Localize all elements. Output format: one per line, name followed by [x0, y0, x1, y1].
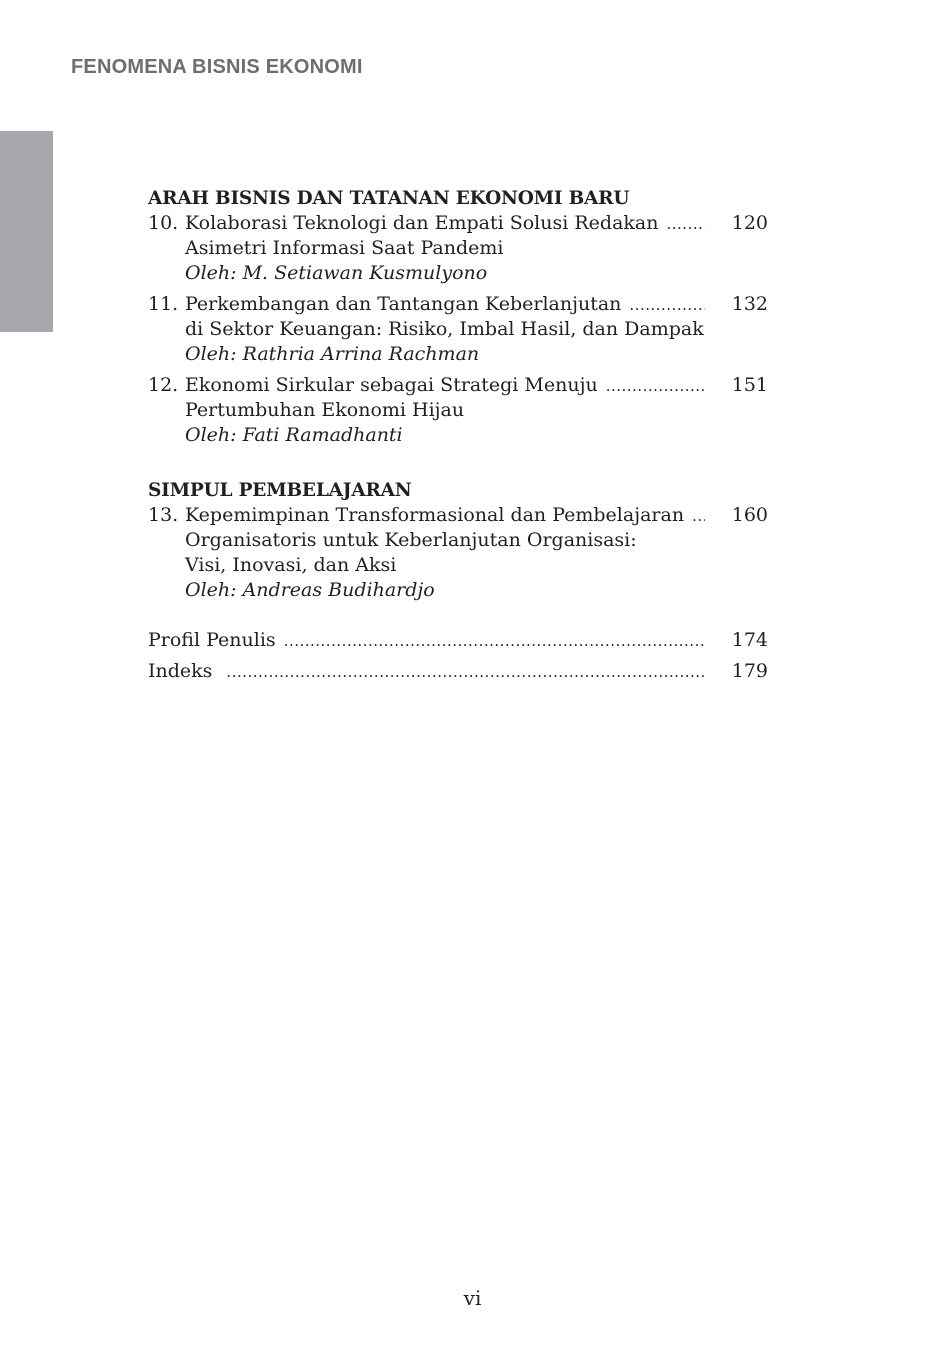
entry-title-line: Asimetri Informasi Saat Pandemi [185, 237, 504, 259]
dot-leader [226, 660, 705, 685]
entry-author: Oleh: Andreas Budihardjo [185, 579, 435, 601]
toc-entry-11[interactable] [148, 292, 768, 367]
entry-title-line: Kolaborasi Teknologi dan Empati Solusi Redakan [185, 212, 659, 234]
table-of-contents [148, 186, 768, 684]
running-head-title: FENOMENA BISNIS EKONOMI [71, 56, 363, 78]
entry-title-line: Ekonomi Sirkular sebagai Strategi Menuju [185, 374, 598, 396]
entry-author: Oleh: M. Setiawan Kusmulyono [185, 262, 488, 284]
entry-page-number: 179 [731, 660, 768, 682]
toc-entry-12[interactable] [148, 373, 768, 448]
entry-author: Oleh: Rathria Arrina Rachman [185, 343, 480, 365]
side-thumb-tab [0, 131, 53, 332]
entry-title-line: Pertumbuhan Ekonomi Hijau [185, 399, 465, 421]
entry-title-line: Kepemimpinan Transformasional dan Pembelajaran [185, 504, 685, 526]
toc-entry-13[interactable] [148, 503, 768, 603]
entry-title-line: di Sektor Keuangan: Risiko, Imbal Hasil, dan Dampak [185, 318, 704, 340]
section-heading: SIMPUL PEMBELAJARAN [148, 480, 412, 501]
entry-page-number: 174 [731, 629, 768, 651]
toc-entry-indeks[interactable] [148, 659, 768, 684]
entry-page-number: 160 [731, 504, 768, 526]
entry-page-number: 120 [731, 212, 768, 234]
entry-number: 11. [148, 293, 179, 315]
folio-page-number: vi [463, 1286, 482, 1310]
toc-entry-10[interactable] [148, 211, 768, 286]
dot-leader [666, 212, 705, 237]
toc-entry-profil-penulis[interactable] [148, 628, 768, 653]
entry-author: Oleh: Fati Ramadhanti [185, 424, 403, 446]
entry-title-line: Perkembangan dan Tantangan Keberlanjutan [185, 293, 622, 315]
entry-page-number: 151 [731, 374, 768, 396]
entry-number: 10. [148, 212, 179, 234]
dot-leader [629, 293, 705, 318]
entry-number: 12. [148, 374, 179, 396]
dot-leader [692, 504, 705, 529]
entry-number: 13. [148, 504, 179, 526]
section-heading: ARAH BISNIS DAN TATANAN EKONOMI BARU [148, 188, 630, 209]
entry-title-line: Visi, Inovasi, dan Aksi [185, 554, 397, 576]
entry-page-number: 132 [731, 293, 768, 315]
entry-title: Indeks [148, 660, 213, 682]
dot-leader [284, 629, 705, 654]
dot-leader [606, 374, 705, 399]
entry-title-line: Organisatoris untuk Keberlanjutan Organisasi: [185, 529, 637, 551]
entry-title: Profil Penulis [148, 629, 276, 651]
